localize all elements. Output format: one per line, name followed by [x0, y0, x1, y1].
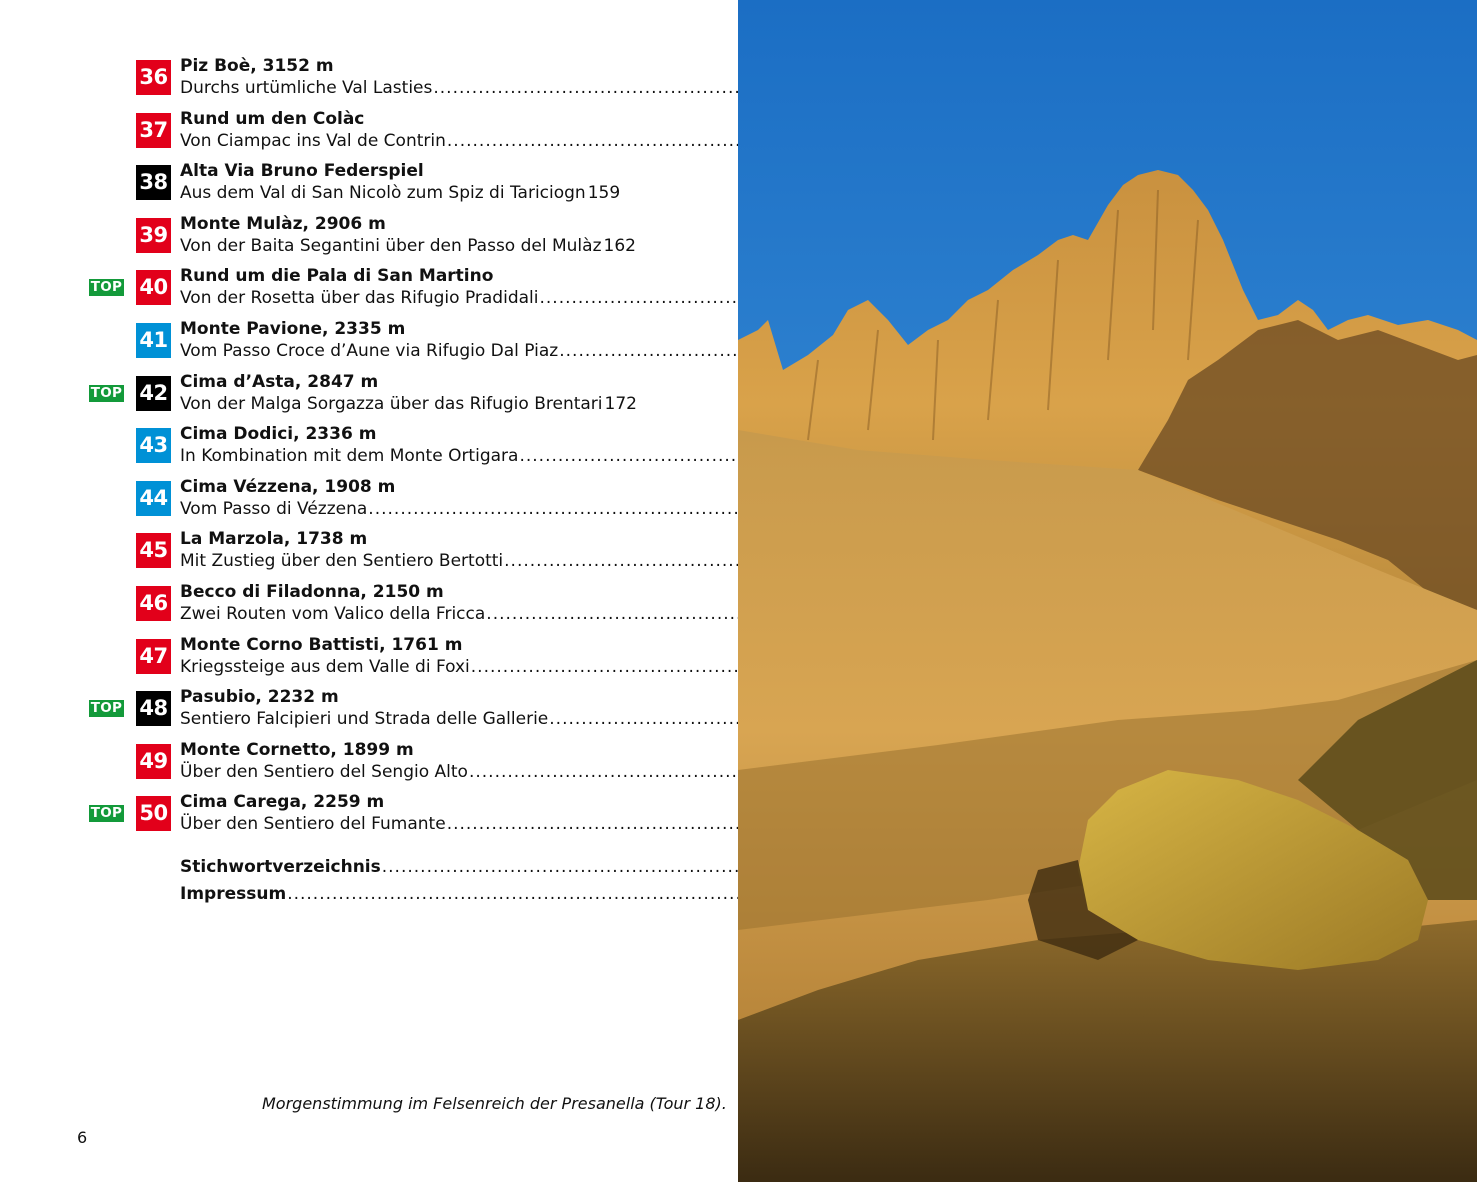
tour-subtitle: Zwei Routen vom Valico della Fricca — [180, 604, 486, 624]
top-badge: TOP — [90, 384, 123, 401]
tour-subtitle: Aus dem Val di San Nicolò zum Spiz di Tariciogn — [180, 183, 586, 204]
tour-subtitle: Über den Sentiero del Sengio Alto — [180, 761, 468, 782]
toc-entry[interactable] — [0, 319, 738, 367]
toc-extra-entry[interactable] — [180, 856, 614, 878]
tour-number-badge: 42 — [136, 376, 171, 411]
page-number: 6 — [77, 1128, 88, 1147]
tour-subtitle: Mit Zustieg über den Sentiero Bertotti — [180, 551, 504, 572]
tour-title: Cima d’Asta, 2847 m — [180, 371, 379, 392]
tour-subtitle-line — [180, 288, 614, 309]
tour-title: Monte Corno Battisti, 1761 m — [180, 634, 463, 655]
tour-subtitle: Von der Rosetta über das Rifugio Pradidali — [180, 288, 539, 309]
tour-subtitle-line — [180, 446, 614, 467]
tour-subtitle-line — [180, 709, 614, 730]
tour-title: Monte Pavione, 2335 m — [180, 319, 406, 339]
tour-page-number: 172 — [604, 393, 637, 414]
top-badge: TOP — [90, 805, 123, 822]
tour-subtitle: Von Ciampac ins Val de Contrin — [180, 130, 446, 151]
toc-entry[interactable] — [0, 56, 738, 104]
tour-title: Rund um die Pala di San Martino — [180, 266, 494, 287]
tour-number-badge: 43 — [136, 428, 171, 463]
tour-subtitle: Sentiero Falcipieri und Strada delle Gallerie — [180, 709, 549, 730]
top-badge: TOP — [90, 279, 123, 296]
tour-subtitle-line — [180, 762, 614, 783]
tour-subtitle-line — [180, 235, 636, 257]
tour-subtitle: Durchs urtümliche Val Lasties — [180, 78, 433, 98]
tour-subtitle: Vom Passo di Vézzena — [180, 498, 368, 519]
toc-entry[interactable] — [0, 109, 738, 157]
tour-subtitle: Vom Passo Croce d’Aune via Rifugio Dal Piaz — [180, 341, 559, 361]
tour-number-badge: 40 — [136, 270, 171, 305]
tour-page-number: 162 — [603, 235, 636, 256]
tour-number-badge: 50 — [136, 796, 171, 831]
tour-subtitle-line — [180, 131, 614, 152]
tour-number-badge: 49 — [136, 744, 171, 779]
extra-title: Impressum — [180, 884, 287, 904]
tour-subtitle: In Kombination mit dem Monte Ortigara — [180, 446, 519, 467]
left-page — [0, 0, 738, 1182]
tour-number-badge: 36 — [136, 60, 171, 95]
tour-title: Cima Vézzena, 1908 m — [180, 476, 396, 497]
tour-subtitle: Von der Baita Segantini über den Passo del Mulàz — [180, 235, 602, 256]
tour-page-number: 159 — [587, 183, 621, 204]
tour-subtitle-line — [180, 604, 614, 625]
tour-title: Pasubio, 2232 m — [180, 687, 339, 708]
tour-number-badge: 47 — [136, 639, 171, 674]
toc-entry[interactable] — [0, 740, 738, 788]
tour-subtitle-line — [180, 183, 621, 204]
tour-number-badge: 44 — [136, 481, 171, 516]
toc-entry[interactable] — [0, 424, 738, 472]
tour-subtitle-line — [180, 393, 637, 415]
toc-entry[interactable] — [0, 687, 738, 735]
toc-entry[interactable] — [0, 266, 738, 314]
tour-number-badge: 45 — [136, 533, 171, 568]
tour-title: Monte Cornetto, 1899 m — [180, 739, 414, 760]
mountain-photo — [738, 0, 1477, 1182]
tour-subtitle: Von der Malga Sorgazza über das Rifugio Brentari — [180, 393, 603, 414]
tour-number-badge: 37 — [136, 113, 171, 148]
toc-extra-entry[interactable] — [180, 883, 614, 905]
toc-entry[interactable] — [0, 582, 738, 630]
tour-number-badge: 48 — [136, 691, 171, 726]
tour-title: Cima Dodici, 2336 m — [180, 424, 377, 445]
tour-subtitle-line — [180, 78, 614, 99]
toc-entry[interactable] — [0, 635, 738, 683]
extra-title: Stichwortverzeichnis — [180, 857, 381, 877]
toc-entry[interactable] — [0, 372, 738, 420]
tour-number-badge: 46 — [136, 586, 171, 621]
tour-title: Piz Boè, 3152 m — [180, 56, 334, 76]
toc-entry[interactable] — [0, 161, 738, 209]
tour-title: Monte Mulàz, 2906 m — [180, 213, 386, 234]
tour-subtitle-line — [180, 551, 614, 572]
tour-title: Alta Via Bruno Federspiel — [180, 161, 424, 182]
tour-subtitle-line — [180, 814, 614, 835]
tour-title: Cima Carega, 2259 m — [180, 792, 385, 813]
toc-entry[interactable] — [0, 792, 738, 840]
tour-subtitle-line — [180, 657, 614, 678]
toc-entry[interactable] — [0, 529, 738, 577]
tour-title: La Marzola, 1738 m — [180, 529, 368, 550]
top-badge: TOP — [90, 700, 123, 717]
photo-caption: Morgenstimmung im Felsenreich der Presanella (Tour 18). — [262, 1094, 727, 1113]
toc-entry[interactable] — [0, 477, 738, 525]
tour-title: Rund um den Colàc — [180, 108, 365, 129]
tour-subtitle-line — [180, 341, 614, 362]
tour-title: Becco di Filadonna, 2150 m — [180, 582, 444, 602]
toc-entry[interactable] — [0, 214, 738, 262]
tour-number-badge: 39 — [136, 218, 171, 253]
tour-subtitle: Über den Sentiero del Fumante — [180, 814, 446, 835]
tour-number-badge: 41 — [136, 323, 171, 358]
tour-subtitle: Kriegssteige aus dem Valle di Foxi — [180, 656, 470, 677]
tour-subtitle-line — [180, 499, 614, 520]
tour-number-badge: 38 — [136, 165, 171, 200]
